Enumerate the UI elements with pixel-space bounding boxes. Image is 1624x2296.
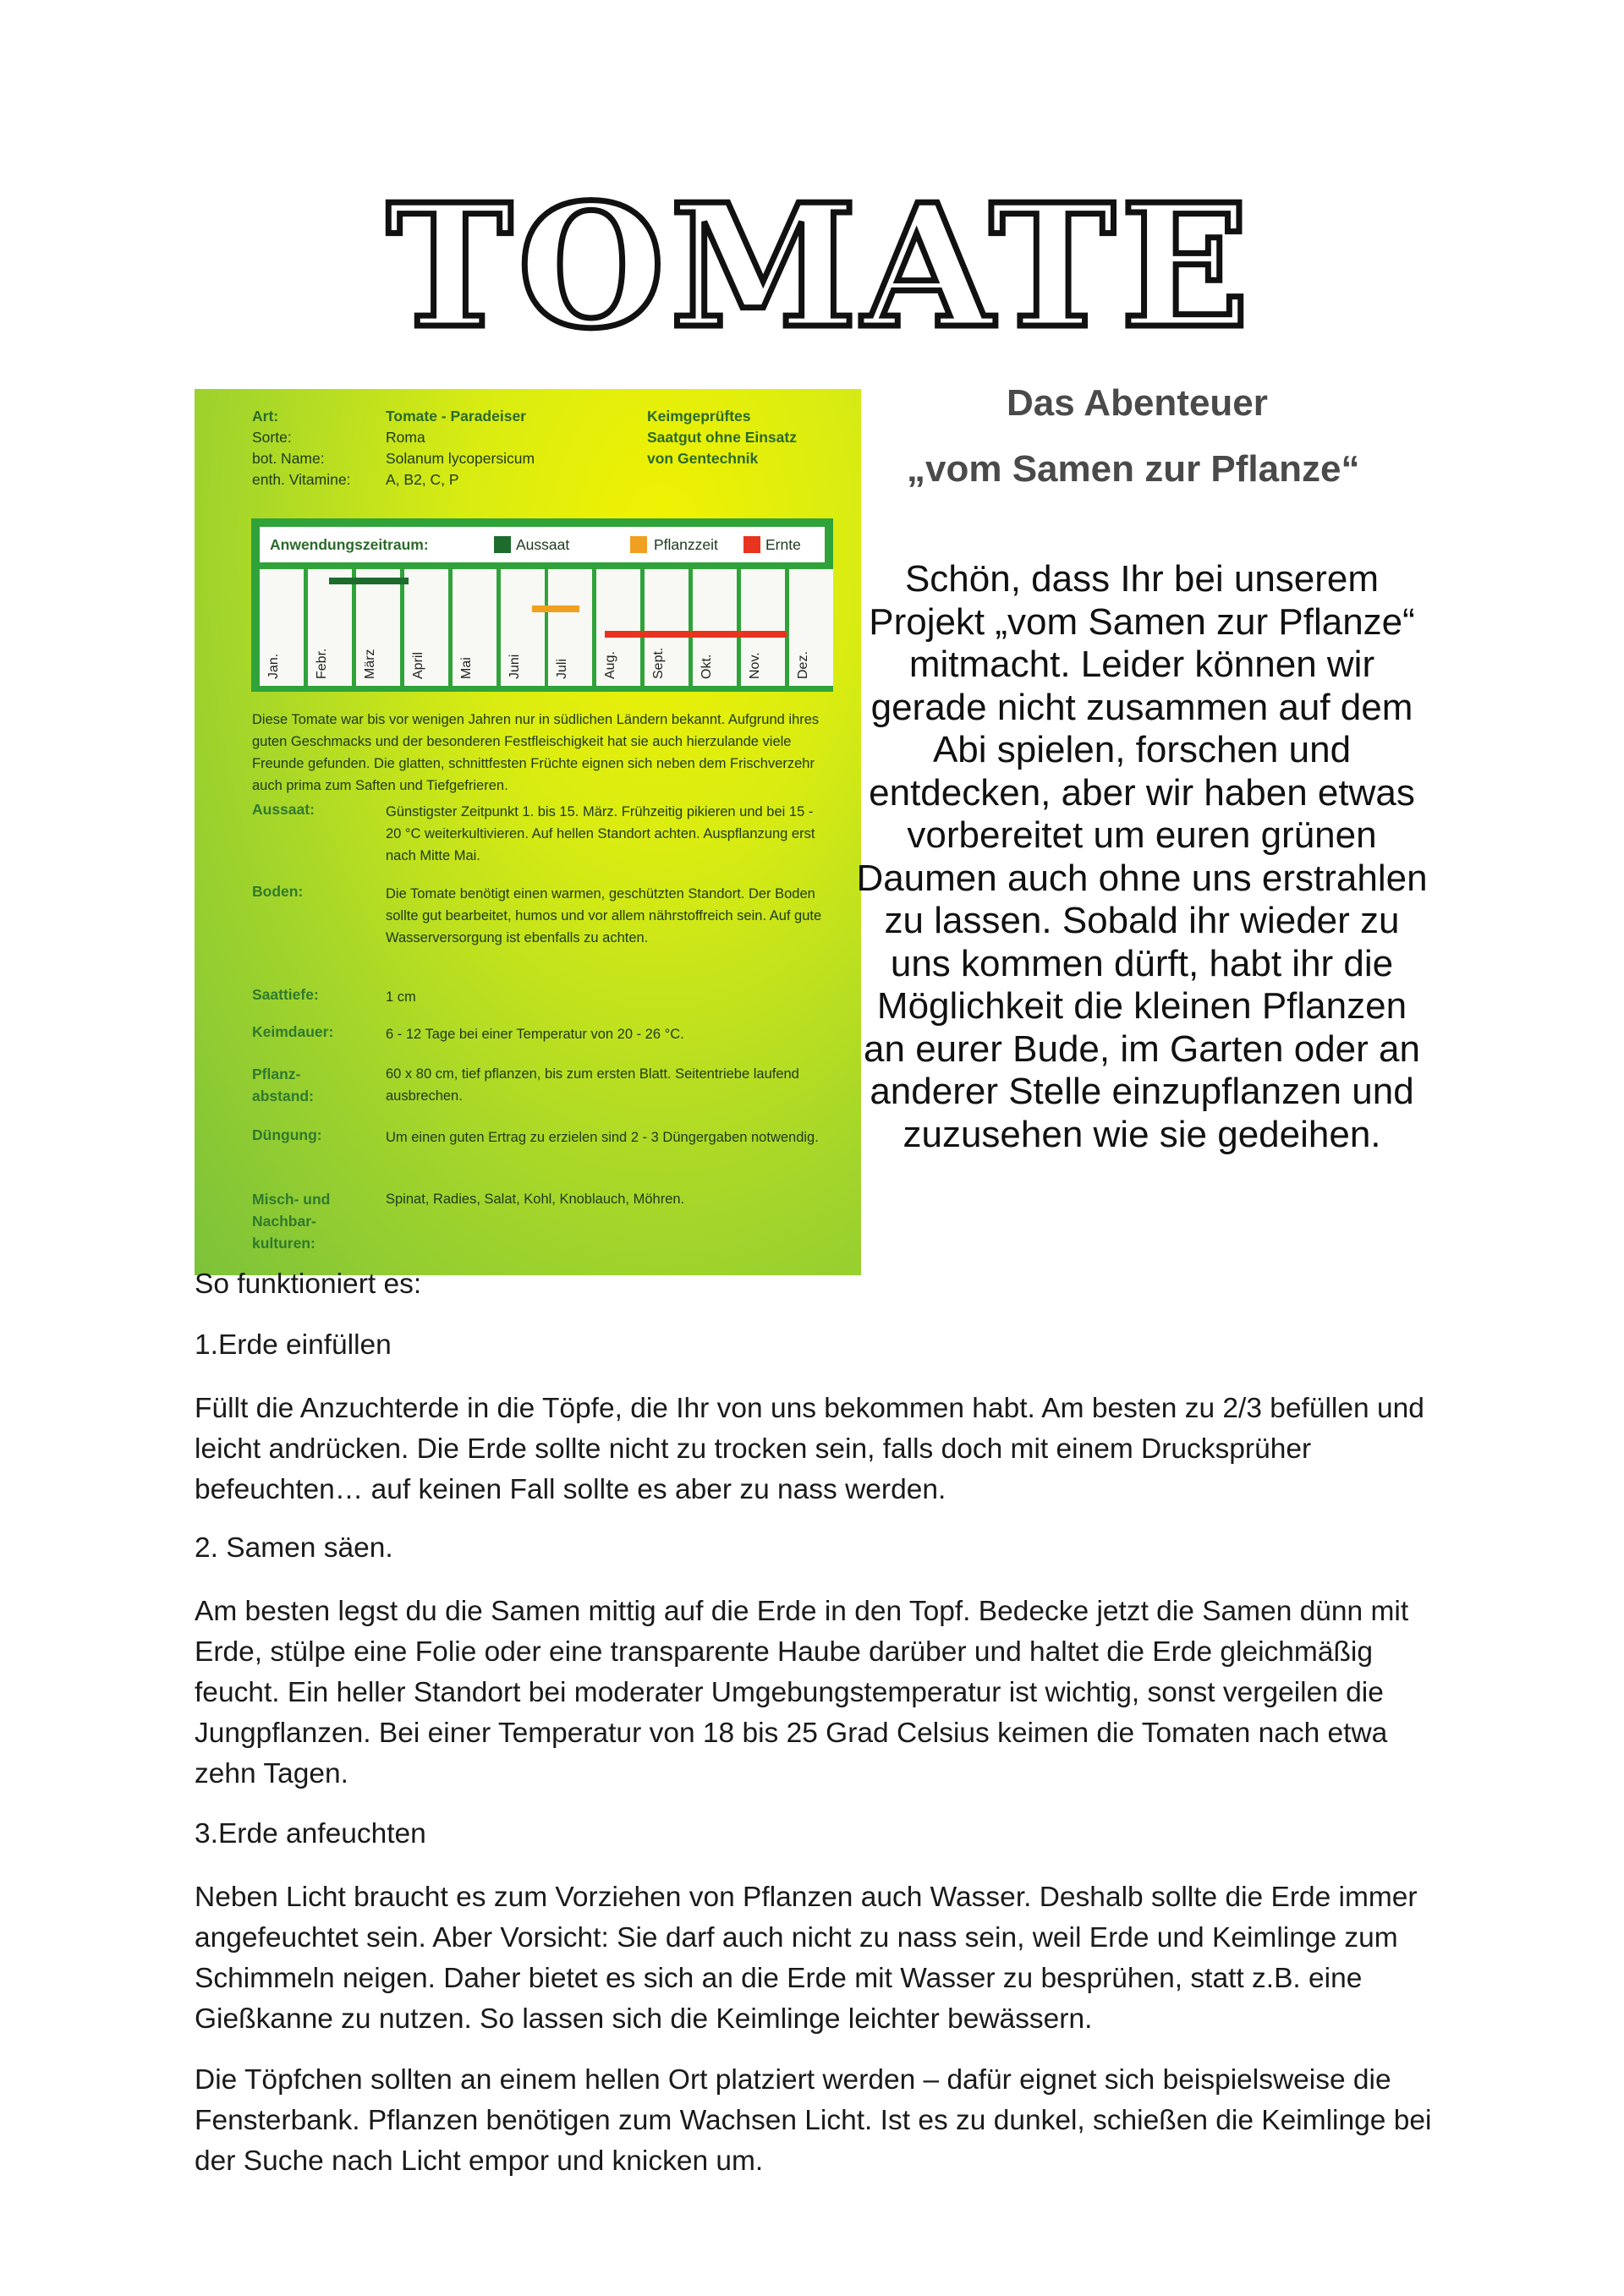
step-2-text: Am besten legst du die Samen mittig auf die Erde in den Topf. Bedecke jetzt die Samen dünn mit Erde, stülpe eine Folie oder eine transparente Haube darüber und haltet die Erde gleichmäßig feucht. Ein heller Standort bei moderater Umgebungstemperatur ist wichtig, sonst vergeilen die Jungpflanzen. Bei einer Temperatur von 18 bis 25 Grad Celsius keimen die Tomaten nach etwa zehn Tagen. xyxy=(195,1596,1409,1789)
calendar-header xyxy=(260,527,825,562)
aussaat-period-bar xyxy=(329,578,409,584)
row-label: Aussaat: xyxy=(252,801,315,818)
badge-line: von Gentechnik xyxy=(647,450,759,467)
step-3-text: Neben Licht braucht es zum Vorziehen von Pflanzen auch Wasser. Deshalb sollte die Erde immer angefeuchtet sein. Aber Vorsicht: Sie darf auch nicht zu nass sein, weil Erde und Keimlinge zum Schimmeln neigen. Daher bietet es sich an die Erde mit Wasser zu besprühen, statt z.B. eine Gießkanne zu nutzen. So lassen sich die Keimlinge leichter bewässern. xyxy=(195,1882,1418,2035)
month-label: März xyxy=(362,649,377,679)
calendar-month xyxy=(260,569,304,686)
row-label: Boden: xyxy=(252,883,304,900)
badge-line: Keimgeprüftes xyxy=(647,408,751,425)
calendar-month xyxy=(501,569,545,686)
row-label: Pflanz- abstand: xyxy=(252,1066,314,1104)
month-label: Febr. xyxy=(314,648,329,679)
legend-label: Ernte xyxy=(765,536,801,553)
final-text: Die Töpfchen sollten an einem hellen Ort platziert werden – dafür eignet sich beispielsweise die Fensterbank. Pflanzen benötigen zum Wachsen Licht. Ist es zu dunkel, schießen die Keimlinge bei der Suche nach Licht empor und knicken um. xyxy=(195,2064,1432,2177)
pflanzzeit-period-bar xyxy=(532,606,579,612)
calendar-month xyxy=(693,569,737,686)
legend-swatch-aussaat xyxy=(494,536,511,553)
calendar-month xyxy=(453,569,497,686)
badge-line: Saatgut ohne Einsatz xyxy=(647,429,797,446)
legend-label: Pflanzzeit xyxy=(654,536,718,553)
row-text: Günstigster Zeitpunkt 1. bis 15. März. Frühzeitig pikieren und bei 15 - 20 °C weiterkultivieren. Auf hellen Standort achten. Auspflanzung erst nach Mitte Mai. xyxy=(386,804,815,863)
row-text: 60 x 80 cm, tief pflanzen, bis zum ersten Blatt. Seitentriebe laufend ausbrechen. xyxy=(386,1066,799,1104)
instructions-intro: So funktioniert es: xyxy=(195,1269,422,1300)
row-text: Um einen guten Ertrag zu erzielen sind 2 - 3 Düngergaben notwendig. xyxy=(386,1130,819,1145)
calendar-month xyxy=(741,569,785,686)
row-label: Keimdauer: xyxy=(252,1023,334,1040)
info-label: Art: xyxy=(252,408,279,425)
month-label: Nov. xyxy=(748,652,762,679)
calendar-month xyxy=(789,569,833,686)
calendar-title: Anwendungszeitraum: xyxy=(270,536,429,553)
info-label: Sorte: xyxy=(252,429,292,446)
page-title xyxy=(387,167,1254,366)
application-calendar xyxy=(251,518,833,692)
step-2-title: 2. Samen säen. xyxy=(195,1532,393,1564)
calendar-month xyxy=(548,569,592,686)
month-label: Jan. xyxy=(266,653,281,679)
calendar-month xyxy=(308,569,352,686)
row-label: Misch- und Nachbar- kulturen: xyxy=(252,1191,331,1252)
info-value: Solanum lycopersicum xyxy=(386,450,535,467)
step-3-title: 3.Erde anfeuchten xyxy=(195,1818,426,1849)
info-value: Tomate - Paradeiser xyxy=(386,408,526,425)
row-label: Düngung: xyxy=(252,1126,322,1143)
info-value: Roma xyxy=(386,429,425,446)
seed-packet-image xyxy=(195,389,861,1275)
month-label: Juni xyxy=(507,654,522,679)
calendar-month xyxy=(645,569,689,686)
month-label: April xyxy=(410,651,425,679)
info-label: bot. Name: xyxy=(252,450,325,467)
row-text: Die Tomate benötigt einen warmen, geschützten Standort. Der Boden sollte gut bearbeitet, humos und vor allem nährstoffreich sein. Auf gute Wasserversorgung ist ebenfalls zu achten. xyxy=(386,886,822,945)
row-text: 6 - 12 Tage bei einer Temperatur von 20 - 26 °C. xyxy=(386,1027,684,1042)
step-1-title: 1.Erde einfüllen xyxy=(195,1329,392,1361)
month-label: Mai xyxy=(458,657,474,679)
month-label: Aug. xyxy=(603,651,618,679)
month-label: Okt. xyxy=(700,654,715,679)
intro-subheading: „vom Samen zur Pflanze“ xyxy=(907,448,1360,490)
legend-label: Aussaat xyxy=(516,536,570,553)
ernte-period-bar xyxy=(605,631,787,638)
legend-swatch-pflanzzeit xyxy=(630,536,647,553)
step-1-text: Füllt die Anzuchterde in die Töpfe, die Ihr von uns bekommen habt. Am besten zu 2/3 befüllen und leicht andrücken. Die Erde sollte nicht zu trocken sein, falls doch mit einem Drucksprüher befeuchten… auf keinen Fall sollte es aber zu nass werden. xyxy=(195,1393,1424,1505)
calendar-grid xyxy=(260,569,825,686)
legend-swatch-ernte xyxy=(743,536,760,553)
title-wood-lettering xyxy=(387,167,1254,366)
calendar-month xyxy=(596,569,640,686)
month-label: Dez. xyxy=(795,651,810,679)
month-label: Juli xyxy=(555,658,570,679)
calendar-month xyxy=(404,569,448,686)
calendar-month xyxy=(356,569,400,686)
info-label: enth. Vitamine: xyxy=(252,471,351,488)
info-value: A, B2, C, P xyxy=(386,471,459,488)
packet-description: Diese Tomate war bis vor wenigen Jahren nur in südlichen Ländern bekannt. Aufgrund ihres guten Geschmacks und der besonderen Festfleischigkeit hat sie auch hierzulande viele Freunde gefunden. Die glatten, schnittfesten Früchte eignen sich neben dem Frischverzehr auch prima zum Saften und Tiefgefrieren. xyxy=(252,712,820,793)
month-label: Sept. xyxy=(651,647,667,679)
intro-heading: Das Abenteuer xyxy=(1007,382,1268,424)
row-label: Saattiefe: xyxy=(252,986,319,1003)
intro-paragraph: Schön, dass Ihr bei unserem Projekt „vom Samen zur Pflanze“ mitmacht. Leider können wir gerade nicht zusammen auf dem Abi spielen, forschen und entdecken, aber wir haben etwas vorbereitet um euren grünen Daumen auch ohne uns erstrahlen zu lassen. Sobald ihr wieder zu uns kommen dürft, habt ihr die Möglichkeit die kleinen Pflanzen an eurer Bude, im Garten oder an anderer Stelle einzupflanzen und zuzusehen wie sie gedeihen. xyxy=(856,558,1428,1155)
row-text: 1 cm xyxy=(386,989,416,1005)
title-text: TOMATE xyxy=(387,167,1254,366)
row-text: Spinat, Radies, Salat, Kohl, Knoblauch, Möhren. xyxy=(386,1192,685,1207)
